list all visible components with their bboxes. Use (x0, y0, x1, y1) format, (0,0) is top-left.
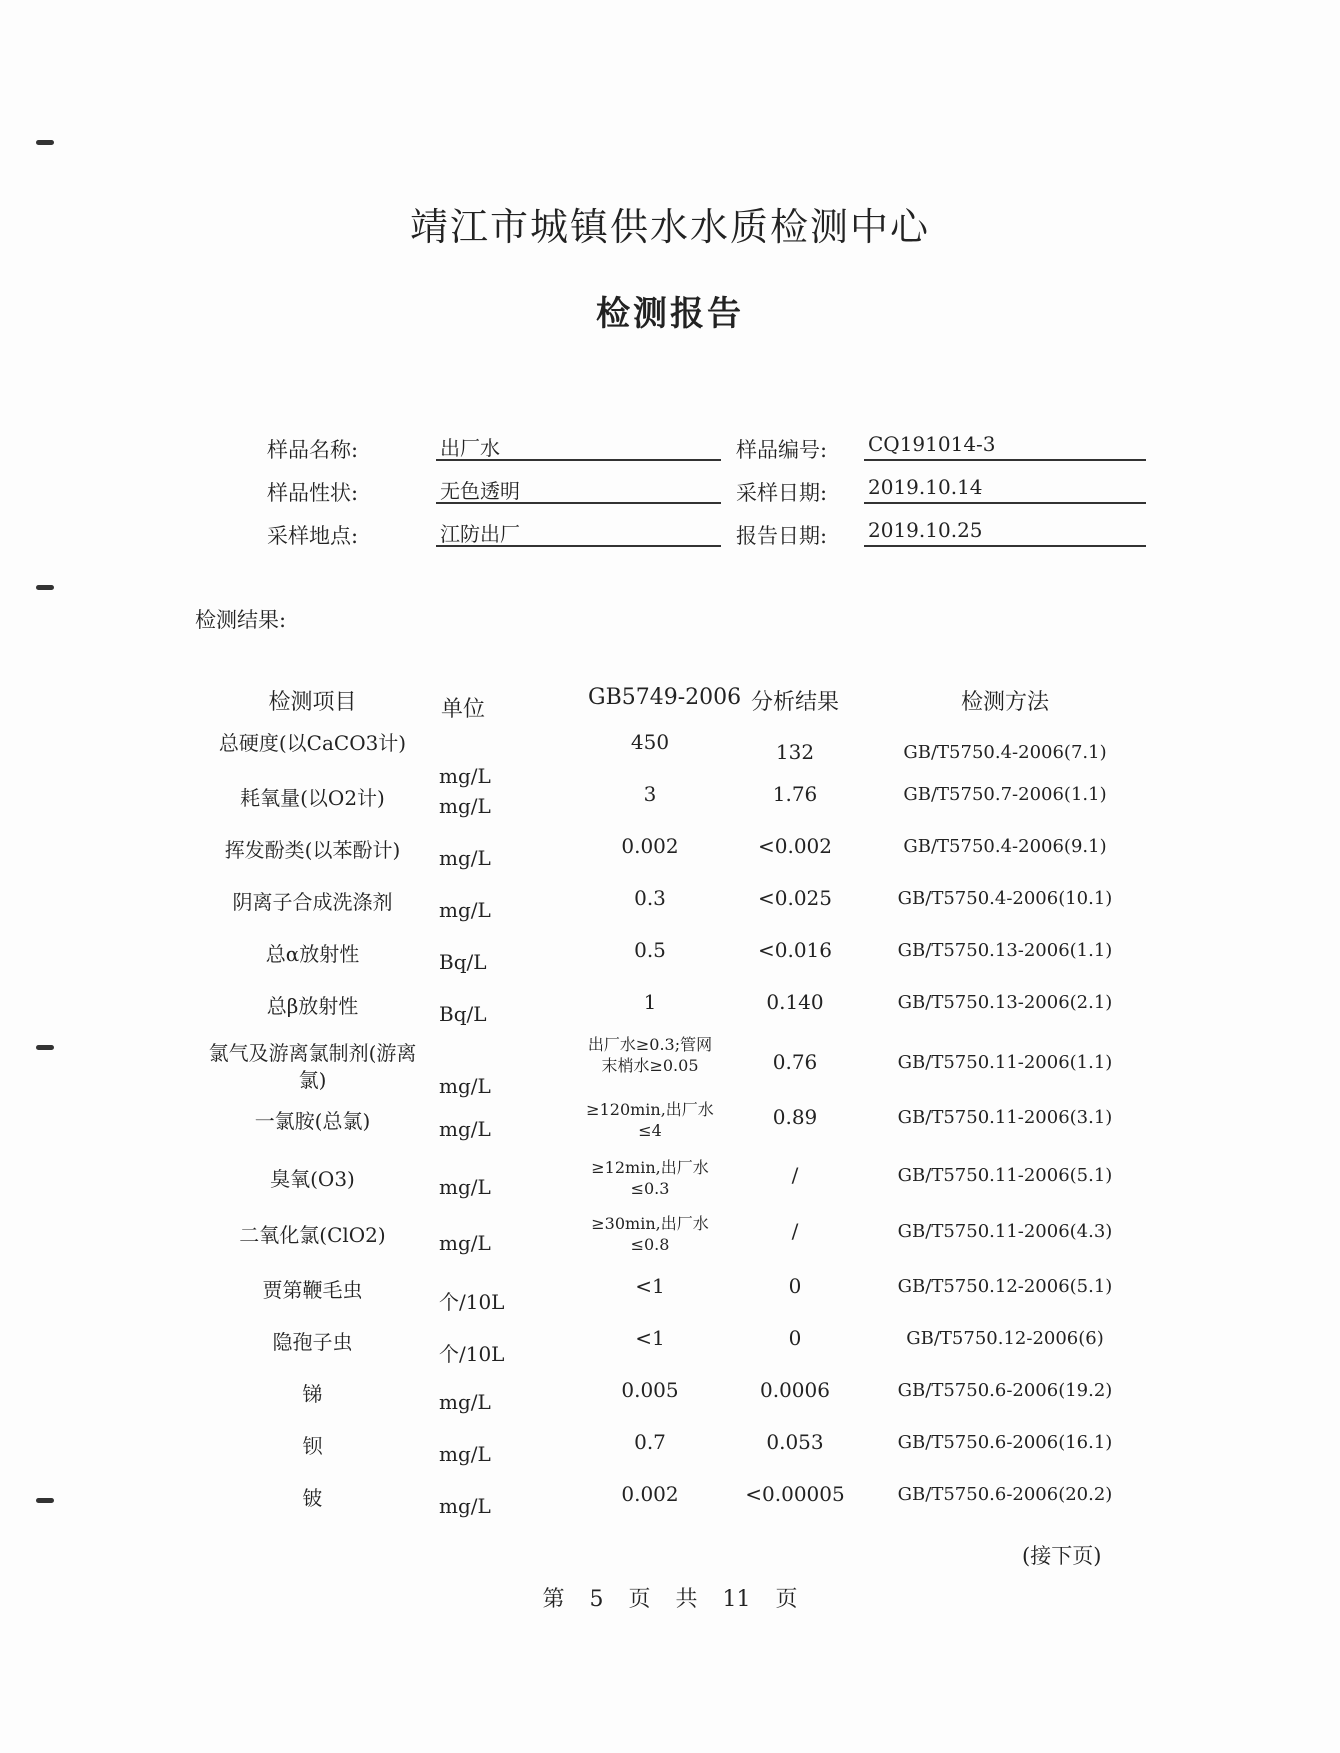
row-limit: <1 (635, 1326, 665, 1350)
sample-no-label: 样品编号: (736, 438, 828, 462)
row-method: GB/T5750.12-2006(6) (906, 1328, 1104, 1349)
report-date-value: 2019.10.25 (864, 518, 1146, 547)
row-result: 0.76 (772, 1050, 818, 1074)
row-unit: mg/L (439, 1074, 491, 1098)
row-item: 挥发酚类(以苯酚计) (224, 838, 401, 862)
row-limit: ≥30min,出厂水≤0.8 (591, 1214, 709, 1254)
row-unit: mg/L (439, 1390, 491, 1414)
punch-hole-mark (36, 1045, 54, 1050)
row-unit: mg/L (439, 1494, 491, 1518)
header-unit: 单位 (441, 697, 486, 722)
row-result: 0.053 (766, 1430, 824, 1454)
sampling-site-value: 江防出厂 (436, 518, 721, 547)
row-unit: mg/L (439, 1231, 491, 1255)
punch-hole-mark (36, 140, 54, 145)
header-limit: GB5749-2006 (588, 685, 742, 710)
row-result: <0.002 (757, 834, 832, 858)
row-result: 0 (788, 1326, 802, 1350)
row-limit: 0.002 (621, 1482, 679, 1506)
row-unit: mg/L (439, 1175, 491, 1199)
row-item: 铍 (302, 1486, 323, 1510)
row-method: GB/T5750.6-2006(19.2) (897, 1380, 1113, 1401)
row-method: GB/T5750.6-2006(16.1) (897, 1432, 1113, 1453)
row-unit: 个/10L (439, 1290, 505, 1314)
row-unit: mg/L (439, 794, 491, 818)
row-item: 总硬度(以CaCO3计) (218, 731, 407, 755)
row-item: 总β放射性 (266, 994, 359, 1018)
row-item: 阴离子合成洗涤剂 (232, 890, 393, 914)
row-unit: mg/L (439, 898, 491, 922)
row-result: / (791, 1163, 799, 1187)
document-title: 检测报告 (596, 294, 744, 334)
row-result: <0.025 (757, 886, 832, 910)
row-unit: Bq/L (439, 950, 487, 974)
punch-hole-mark (36, 585, 54, 590)
row-result: / (791, 1219, 799, 1243)
row-result: 0.89 (772, 1105, 818, 1129)
row-item: 氯气及游离氯制剂(游离氯) (208, 1041, 417, 1092)
row-item: 贾第鞭毛虫 (262, 1278, 363, 1302)
page-number: 第 5 页 共 11 页 (542, 1587, 798, 1612)
row-item: 一氯胺(总氯) (254, 1109, 371, 1133)
row-limit: 0.3 (634, 886, 666, 910)
row-limit: 0.005 (621, 1378, 679, 1402)
row-method: GB/T5750.6-2006(20.2) (897, 1484, 1113, 1505)
row-item: 臭氧(O3) (270, 1167, 355, 1191)
row-result: 0.0006 (760, 1378, 830, 1402)
row-limit: ≥12min,出厂水≤0.3 (591, 1158, 709, 1198)
row-method: GB/T5750.11-2006(3.1) (897, 1107, 1113, 1128)
sample-name-label: 样品名称: (267, 438, 359, 462)
row-limit: 1 (643, 990, 657, 1014)
row-result: 1.76 (772, 782, 818, 806)
row-item: 总α放射性 (265, 942, 360, 966)
row-method: GB/T5750.11-2006(1.1) (897, 1052, 1113, 1073)
row-item: 隐孢子虫 (272, 1330, 353, 1354)
row-method: GB/T5750.11-2006(4.3) (897, 1221, 1113, 1242)
header-result: 分析结果 (750, 690, 839, 715)
row-method: GB/T5750.4-2006(7.1) (903, 742, 1107, 763)
row-result: 0.140 (766, 990, 824, 1014)
row-unit: mg/L (439, 764, 491, 788)
row-method: GB/T5750.13-2006(2.1) (897, 992, 1113, 1013)
row-limit: ≥120min,出厂水≤4 (586, 1100, 714, 1140)
row-unit: Bq/L (439, 1002, 487, 1026)
row-limit: 出厂水≥0.3;管网末梢水≥0.05 (587, 1035, 713, 1075)
punch-hole-mark (36, 1498, 54, 1503)
results-label: 检测结果: (195, 608, 287, 632)
row-limit: 3 (643, 782, 657, 806)
row-limit: 0.7 (634, 1430, 666, 1454)
row-limit: 450 (630, 730, 670, 754)
row-result: 132 (775, 740, 815, 764)
continued-note: (接下页) (1022, 1544, 1102, 1568)
row-item: 耗氧量(以O2计) (240, 786, 385, 810)
row-method: GB/T5750.13-2006(1.1) (897, 940, 1113, 961)
row-method: GB/T5750.12-2006(5.1) (897, 1276, 1113, 1297)
sampling-site-label: 采样地点: (267, 524, 359, 548)
row-item: 钡 (302, 1434, 323, 1458)
row-result: <0.016 (757, 938, 832, 962)
row-method: GB/T5750.11-2006(5.1) (897, 1165, 1113, 1186)
sampling-date-value: 2019.10.14 (864, 475, 1146, 504)
header-method: 检测方法 (960, 690, 1049, 715)
row-item: 锑 (302, 1382, 323, 1406)
sample-name-value: 出厂水 (436, 432, 721, 461)
row-unit: mg/L (439, 1117, 491, 1141)
sample-no-value: CQ191014-3 (864, 432, 1146, 461)
row-unit: mg/L (439, 846, 491, 870)
sample-state-label: 样品性状: (267, 481, 359, 505)
row-unit: 个/10L (439, 1342, 505, 1366)
row-limit: 0.002 (621, 834, 679, 858)
report-date-label: 报告日期: (736, 524, 828, 548)
row-method: GB/T5750.7-2006(1.1) (903, 784, 1107, 805)
row-method: GB/T5750.4-2006(9.1) (903, 836, 1107, 857)
row-limit: 0.5 (634, 938, 666, 962)
row-limit: <1 (635, 1274, 665, 1298)
row-unit: mg/L (439, 1442, 491, 1466)
sampling-date-label: 采样日期: (736, 481, 828, 505)
organization-title: 靖江市城镇供水水质检测中心 (409, 205, 930, 249)
sample-state-value: 无色透明 (436, 475, 721, 504)
row-result: <0.00005 (745, 1482, 845, 1506)
header-item: 检测项目 (268, 690, 357, 715)
row-method: GB/T5750.4-2006(10.1) (897, 888, 1113, 909)
row-result: 0 (788, 1274, 802, 1298)
row-item: 二氧化氯(ClO2) (239, 1223, 386, 1247)
